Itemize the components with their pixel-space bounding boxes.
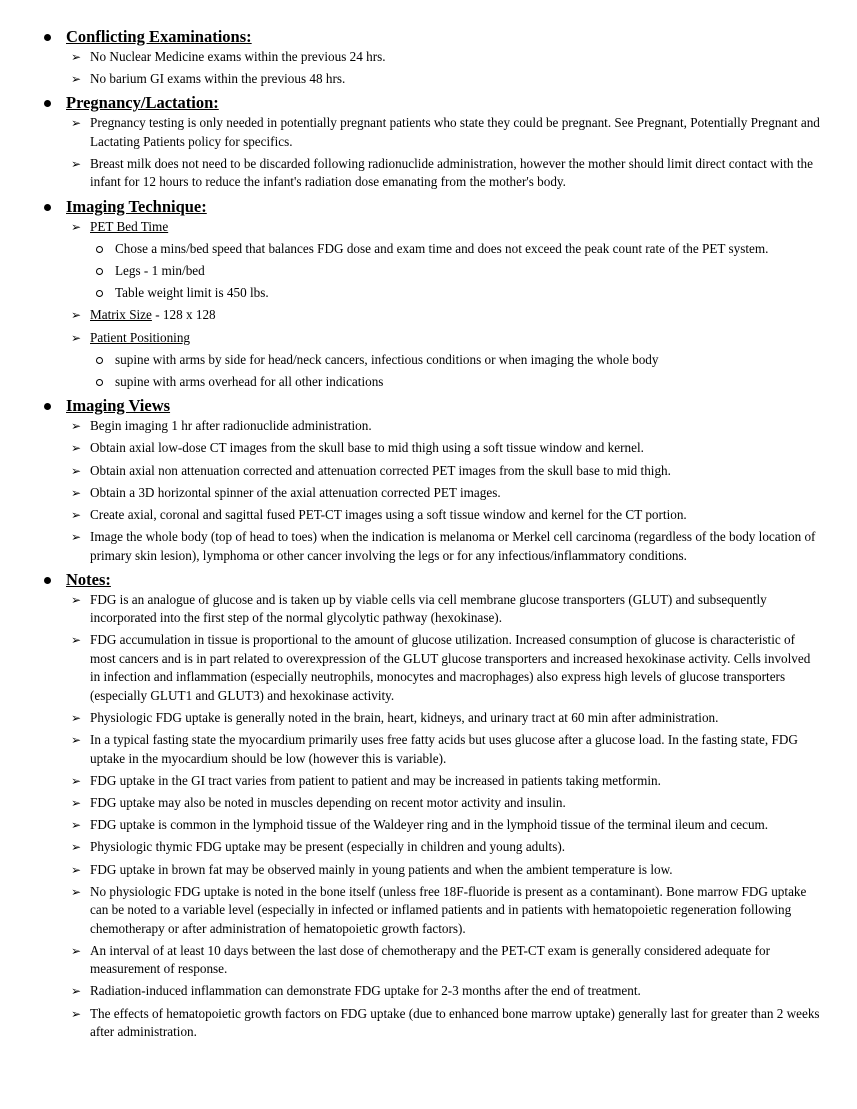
list-item: [0, 942, 857, 979]
list-item: [0, 462, 857, 480]
list-item: [0, 506, 857, 524]
arrow-bullet-icon: ➢: [71, 419, 82, 434]
item-heading: Patient Positioning: [90, 329, 191, 345]
list-item: [0, 709, 857, 727]
arrow-bullet-icon: ➢: [71, 710, 82, 725]
sub-list-item: [0, 262, 857, 280]
hollow-circle-bullet-icon: [96, 268, 103, 275]
section: [0, 26, 857, 89]
arrow-bullet-icon: ➢: [71, 508, 82, 523]
item-text: Begin imaging 1 hr after radionuclide administration.: [90, 418, 372, 434]
arrow-bullet-icon: ➢: [71, 50, 82, 64]
bullet-dot-icon: [44, 577, 51, 584]
item-text: Obtain a 3D horizontal spinner of the axial attenuation corrected PET images.: [90, 484, 501, 500]
item-heading: PET Bed Time: [90, 218, 169, 234]
list-item: [0, 591, 857, 628]
arrow-bullet-icon: ➢: [71, 308, 82, 323]
section: [0, 92, 857, 191]
list-item: [0, 1005, 857, 1042]
item-text: Obtain axial low-dose CT images from the skull base to mid thigh using a soft tissue window and kernel.: [90, 440, 644, 456]
item-text: Physiologic thymic FDG uptake may be present (especially in children and young adults).: [90, 839, 566, 855]
item-text: supine with arms overhead for all other indications: [115, 374, 384, 390]
bullet-dot-icon: [44, 403, 51, 410]
sub-list-item: [0, 351, 857, 369]
sub-list-item: [0, 240, 857, 258]
list-item: [0, 772, 857, 790]
list-item: [0, 439, 857, 457]
arrow-bullet-icon: ➢: [71, 795, 82, 810]
item-text: The effects of hematopoietic growth factors on FDG uptake (due to enhanced bone marrow uptake) generally last for greater than 2 weeks after administration.: [90, 1005, 820, 1039]
item-text: Chose a mins/bed speed that balances FDG dose and exam time and does not exceed the peak count rate of the PET system.: [115, 240, 769, 256]
section: [0, 196, 857, 392]
arrow-bullet-icon: ➢: [71, 441, 82, 456]
bullet-dot-icon: [44, 34, 51, 41]
item-text: FDG uptake is common in the lymphoid tissue of the Waldeyer ring and in the lymphoid tissue of the terminal ileum and cecum.: [90, 817, 769, 833]
section-heading: [0, 395, 857, 417]
arrow-bullet-icon: ➢: [71, 884, 82, 899]
item-text: FDG uptake in brown fat may be observed mainly in young patients and when the ambient temperature is low.: [90, 861, 673, 877]
arrow-bullet-icon: ➢: [71, 530, 82, 545]
hollow-circle-bullet-icon: [96, 246, 103, 253]
list-item: [0, 816, 857, 834]
arrow-bullet-icon: ➢: [71, 592, 82, 607]
item-text: FDG accumulation in tissue is proportional to the amount of glucose utilization. Increased consumption of glucose is characteristic of most cancers and is in part related to overexpression of the GLUT glucose transporters and increased hexokinase activity. Cells involved in infection and inflammation (especially neutrophils, monocytes and macrophages) also express high levels of glucose transporters (especially GLUT1 and GLUT3) and hexokinase activity.: [90, 632, 811, 703]
section-heading: [0, 92, 857, 114]
arrow-bullet-icon: ➢: [71, 463, 82, 478]
arrow-bullet-icon: ➢: [71, 862, 82, 877]
item-heading: Matrix Size: [90, 307, 152, 323]
list-item: [0, 528, 857, 565]
bullet-dot-icon: [44, 100, 51, 107]
item-text: No physiologic FDG uptake is noted in the bone itself (unless free 18F-fluoride is present as a contaminant). Bone marrow FDG uptake can be noted to a variable level (especially in infected or inflamed patients and in patients with hematopoietic regeneration following chemotherapy or after administration of hematopoietic growth factors).: [90, 883, 807, 936]
section-title: Imaging Views: [66, 396, 171, 416]
list-item: [0, 484, 857, 502]
list-item: [0, 861, 857, 879]
arrow-bullet-icon: ➢: [71, 633, 82, 648]
item-text: No Nuclear Medicine exams within the previous 24 hrs.: [90, 49, 386, 64]
section-title: Pregnancy/Lactation:: [66, 93, 219, 113]
section-heading: [0, 196, 857, 218]
hollow-circle-bullet-icon: [96, 290, 103, 297]
arrow-bullet-icon: ➢: [71, 330, 82, 345]
item-text: Pregnancy testing is only needed in potentially pregnant patients who state they could be pregnant. See Pregnant, Potentially Pregnant and Lactating Patients policy for specifics.: [90, 115, 820, 149]
item-text: FDG is an analogue of glucose and is taken up by viable cells via cell membrane glucose transporters (GLUT) and subsequently incorporated into the first step of the normal glycolytic pathway (hexokinase).: [90, 591, 767, 626]
section-title: Imaging Technique:: [66, 196, 207, 216]
item-text: No barium GI exams within the previous 48 hrs.: [90, 71, 346, 87]
list-item: [0, 731, 857, 768]
item-text: Legs - 1 min/bed: [115, 263, 205, 279]
arrow-bullet-icon: ➢: [71, 840, 82, 855]
arrow-bullet-icon: ➢: [71, 116, 82, 131]
arrow-bullet-icon: ➢: [71, 1006, 82, 1021]
section: [0, 395, 857, 565]
sub-list-item: [0, 284, 857, 302]
item-text: Create axial, coronal and sagittal fused PET-CT images using a soft tissue window and kernel for the CT portion.: [90, 507, 687, 523]
item-text: Physiologic FDG uptake is generally noted in the brain, heart, kidneys, and urinary tract at 60 min after administration.: [90, 709, 719, 725]
arrow-bullet-icon: ➢: [71, 219, 82, 234]
list-item: [0, 306, 857, 324]
list-item: [0, 114, 857, 151]
item-text: An interval of at least 10 days between the last dose of chemotherapy and the PET-CT exam is generally considered adequate for measurement of response.: [90, 942, 771, 977]
list-item: [0, 838, 857, 856]
item-text: Obtain axial non attenuation corrected and attenuation corrected PET images from the skull base to mid thigh.: [90, 462, 671, 478]
list-item: [0, 982, 857, 1000]
section-title: Notes:: [66, 569, 111, 589]
item-text: FDG uptake may also be noted in muscles depending on recent motor activity and insulin.: [90, 794, 566, 810]
item-text: supine with arms by side for head/neck cancers, infectious conditions or when imaging the whole body: [115, 351, 659, 367]
item-text: Table weight limit is 450 lbs.: [115, 285, 269, 301]
section-heading: [0, 569, 857, 591]
list-item: [0, 48, 857, 66]
bullet-dot-icon: [44, 204, 51, 211]
arrow-bullet-icon: ➢: [71, 733, 82, 748]
arrow-bullet-icon: ➢: [71, 984, 82, 999]
arrow-bullet-icon: ➢: [71, 943, 82, 958]
item-text: Breast milk does not need to be discarded following radionuclide administration, however the mother should limit direct contact with the infant for 12 hours to reduce the infant's radiation dose emanating from the mother's body.: [90, 156, 813, 190]
arrow-bullet-icon: ➢: [71, 157, 82, 172]
arrow-bullet-icon: ➢: [71, 818, 82, 833]
section-heading: [0, 26, 857, 48]
section-title: Conflicting Examinations:: [66, 27, 252, 46]
hollow-circle-bullet-icon: [96, 379, 103, 386]
list-item: [0, 218, 857, 236]
item-text: FDG uptake in the GI tract varies from patient to patient and may be increased in patients taking metformin.: [90, 772, 661, 788]
list-item: [0, 70, 857, 88]
list-item: [0, 794, 857, 812]
item-text: Radiation-induced inflammation can demonstrate FDG uptake for 2-3 months after the end of treatment.: [90, 983, 641, 999]
list-item: [0, 631, 857, 705]
list-item: [0, 155, 857, 192]
arrow-bullet-icon: ➢: [71, 773, 82, 788]
list-item: [0, 417, 857, 435]
item-text: - 128 x 128: [151, 307, 216, 323]
sub-list-item: [0, 373, 857, 391]
item-text: In a typical fasting state the myocardium primarily uses free fatty acids but uses glucose after a glucose load. In the fasting state, FDG uptake in the myocardium should be low (however this is variable).: [90, 732, 798, 766]
document-page: [0, 26, 857, 1045]
list-item: [0, 329, 857, 347]
arrow-bullet-icon: ➢: [71, 485, 82, 500]
arrow-bullet-icon: ➢: [71, 72, 82, 87]
hollow-circle-bullet-icon: [96, 357, 103, 364]
list-item: [0, 883, 857, 938]
section: [0, 569, 857, 1042]
item-text: Image the whole body (top of head to toes) when the indication is melanoma or Merkel cell carcinoma (regardless of the body location of primary skin lesion), lymphoma or other cancer involving the legs or for any infectious/inflammatory conditions.: [90, 529, 816, 563]
